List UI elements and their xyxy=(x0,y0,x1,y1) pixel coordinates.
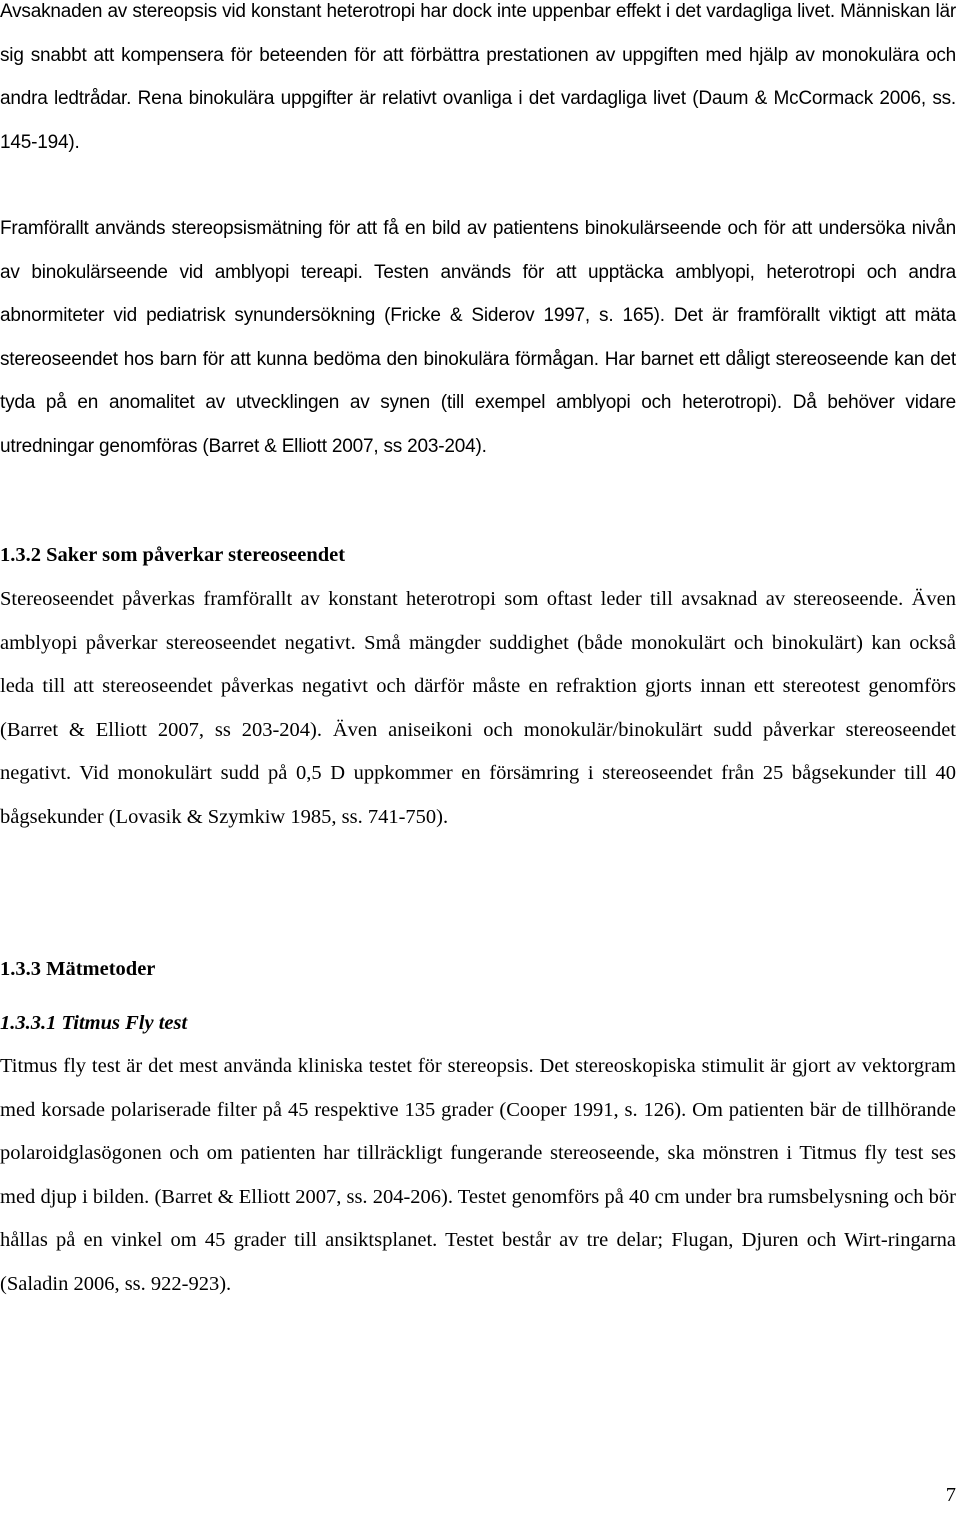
paragraph-titmus-fly-test: Titmus fly test är det mest använda kliniska testet för stereopsis. Det stereoskopiska stimulit är gjort av vektorgram med korsade polariserade filter på 45 respektive 135 grader (Cooper 1991, s. 126). Om patienten bär de tillhörande polaroidglasögonen och om patienten har tillräckligt fungerande stereoseende, ska mönstren i Titmus fly test ses med djup i bilden. (Barret & Elliott 2007, ss. 204-206). Testet genomförs på 40 cm under bra rumsbelysning och bör hållas på en vinkel om 45 grader till ansiktsplanet. Testet består av tre delar; Flugan, Djuren och Wirt-ringarna (Saladin 2006, ss. 922-923). xyxy=(0,1055,956,1295)
paragraph-stereopsis-daily-life: Avsaknaden av stereopsis vid konstant heterotropi har dock inte uppenbar effekt i det vardagliga livet. Människan lär sig snabbt att kompensera för beteenden för att förbättra prestationen av uppgiften med hjälp av monokulära och andra ledtrådar. Rena binokulära uppgifter är relativt ovanliga i det vardagliga livet (Daum & McCormack 2006, ss. 145-194). xyxy=(0,1,956,153)
paragraph-factors-affecting: Stereoseendet påverkas framförallt av konstant heterotropi som oftast leder till avsaknad av stereoseende. Även amblyopi påverkar stereoseendet negativt. Små mängder suddighet (både monokulärt och binokulärt) kan också leda till att stereoseendet påverkas negativt och därför måste en refraktion gjorts innan ett stereotest genomförs (Barret & Elliott 2007, ss 203-204). Även aniseikoni och monokulär/binokulärt sudd påverkar stereoseendet negativt. Vid monokulärt sudd på 0,5 D uppkommer en försämring i stereoseendet från 25 bågsekunder till 40 bågsekunder (Lovasik & Szymkiw 1985, ss. 741-750). xyxy=(0,588,956,828)
section-heading-1-3-3: 1.3.3 Mätmetoder xyxy=(0,958,156,980)
paragraph-stereopsis-measurement: Framförallt används stereopsismätning för att få en bild av patientens binokulärseende och för att undersöka nivån av binokulärseende vid amblyopi tereapi. Testen används för att upptäcka amblyopi, heterotropi och andra abnormiteter vid pediatrisk synundersökning (Fricke & Siderov 1997, s. 165). Det är framförallt viktigt att mäta stereoseendet hos barn för att kunna bedöma den binokulära förmågan. Har barnet ett dåligt stereoseende kan det tyda på en anomalitet av utvecklingen av synen (till exempel amblyopi och heterotropi). Då behöver vidare utredningar genomföras (Barret & Elliott 2007, ss 203-204). xyxy=(0,218,956,457)
section-heading-1-3-2: 1.3.2 Saker som påverkar stereoseendet xyxy=(0,544,346,566)
page-number: 7 xyxy=(945,1484,956,1506)
subsection-heading-1-3-3-1: 1.3.3.1 Titmus Fly test xyxy=(0,1012,188,1034)
